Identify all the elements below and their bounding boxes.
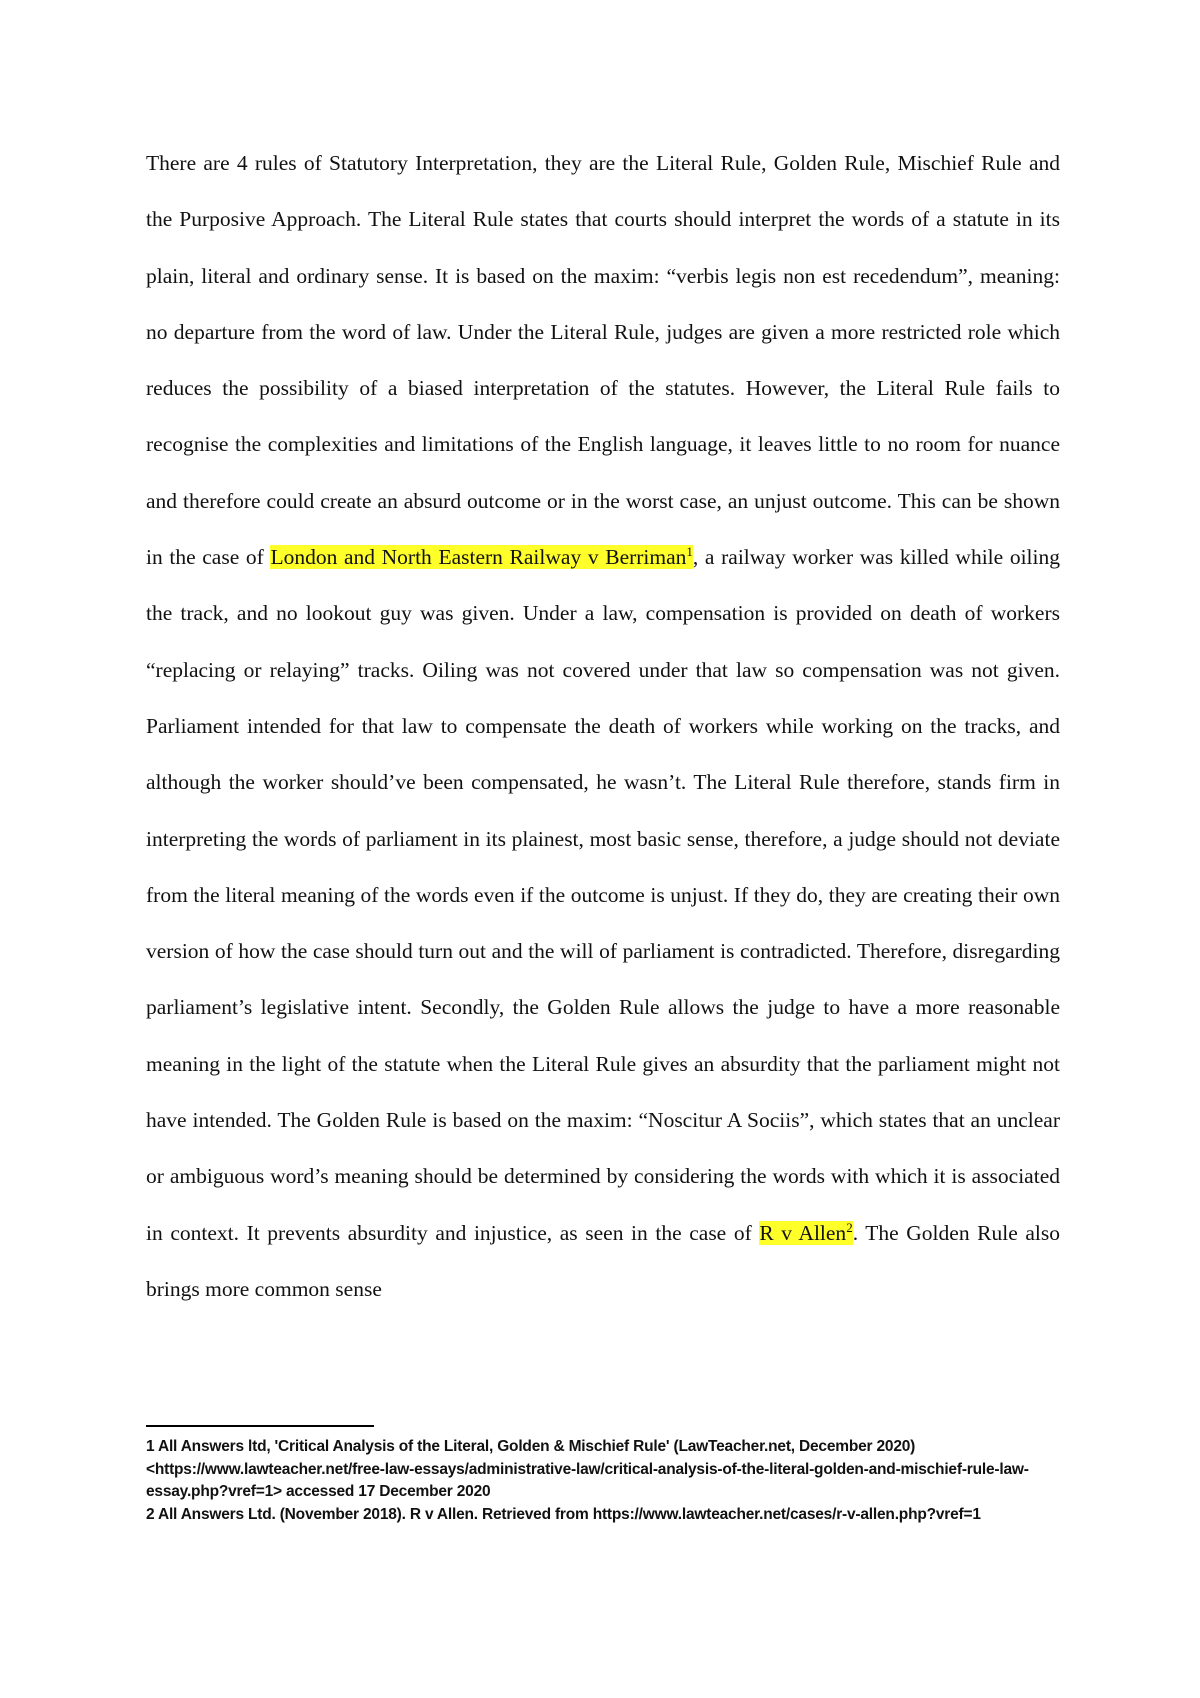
- footnote-ref-2[interactable]: 2: [846, 1219, 853, 1235]
- case-citation-allen: R v Allen$^2$: [759, 1219, 853, 1245]
- footnote-ref-1[interactable]: 1: [686, 543, 693, 559]
- footnote-2: 2 All Answers Ltd. (November 2018). R v Allen. Retrieved from https://www.lawteacher.net/cases/r-v-allen.php?vref=1: [146, 1505, 981, 1523]
- footnotes-section: [146, 1436, 1060, 1526]
- footnote-separator: [146, 1425, 374, 1427]
- case-citation-berriman: London and North Eastern Railway v Berriman$^1$: [270, 543, 693, 570]
- essay-text-part-2: , a railway worker was killed while oiling the track, and no lookout guy was given. Under a law, compensation is provided on death of workers “replacing or relaying” tracks. Oiling was not covered under that law so compensation was not given. Parliament intended for that law to compensate the death of workers while working on the tracks, and although the worker should’ve been compensated, he wasn’t. The Literal Rule therefore, stands firm in interpreting the words of parliament in its plainest, most basic sense, therefore, a judge should not deviate from the literal meaning of the words even if the outcome is unjust. If they do, they are creating their own version of how the case should turn out and the will of parliament is contradicted. Therefore, disregarding parliament’s legislative intent. Secondly, the Golden Rule allows the judge to have a more reasonable meaning in the light of the statute when the Literal Rule gives an absurdity that the parliament might not have intended. The Golden Rule is based on the maxim: “Noscitur A Sociis”, which states that an unclear or ambiguous word’s meaning should be determined by considering the words with which it is associated in context. It prevents absurdity and injustice, as seen in the case of: [146, 545, 1060, 1245]
- essay-text-part-3: . The Golden Rule also brings more common sense: [146, 1220, 1060, 1301]
- footnote-1: 1 All Answers ltd, 'Critical Analysis of the Literal, Golden & Mischief Rule' (LawTeacher.net, December 2020) <https://www.lawteacher.net/free-law-essays/administrative-law/critical-analysis-of-the-literal-golden-and-mischief-rule-law-essay.php?vref=1> accessed 17 December 2020: [146, 1438, 1029, 1500]
- essay-text-part-1: There are 4 rules of Statutory Interpretation, they are the Literal Rule, Golden Rule, Mischief Rule and the Purposive Approach. The Literal Rule states that courts should interpret the words of a statute in its plain, literal and ordinary sense. It is based on the maxim: “verbis legis non est recedendum”, meaning: no departure from the word of law. Under the Literal Rule, judges are given a more restricted role which reduces the possibility of a biased interpretation of the statutes. However, the Literal Rule fails to recognise the complexities and limitations of the English language, it leaves little to no room for nuance and therefore could create an absurd outcome or in the worst case, an unjust outcome. This can be shown in the case of: [146, 151, 1060, 570]
- essay-paragraph: [146, 135, 1060, 1317]
